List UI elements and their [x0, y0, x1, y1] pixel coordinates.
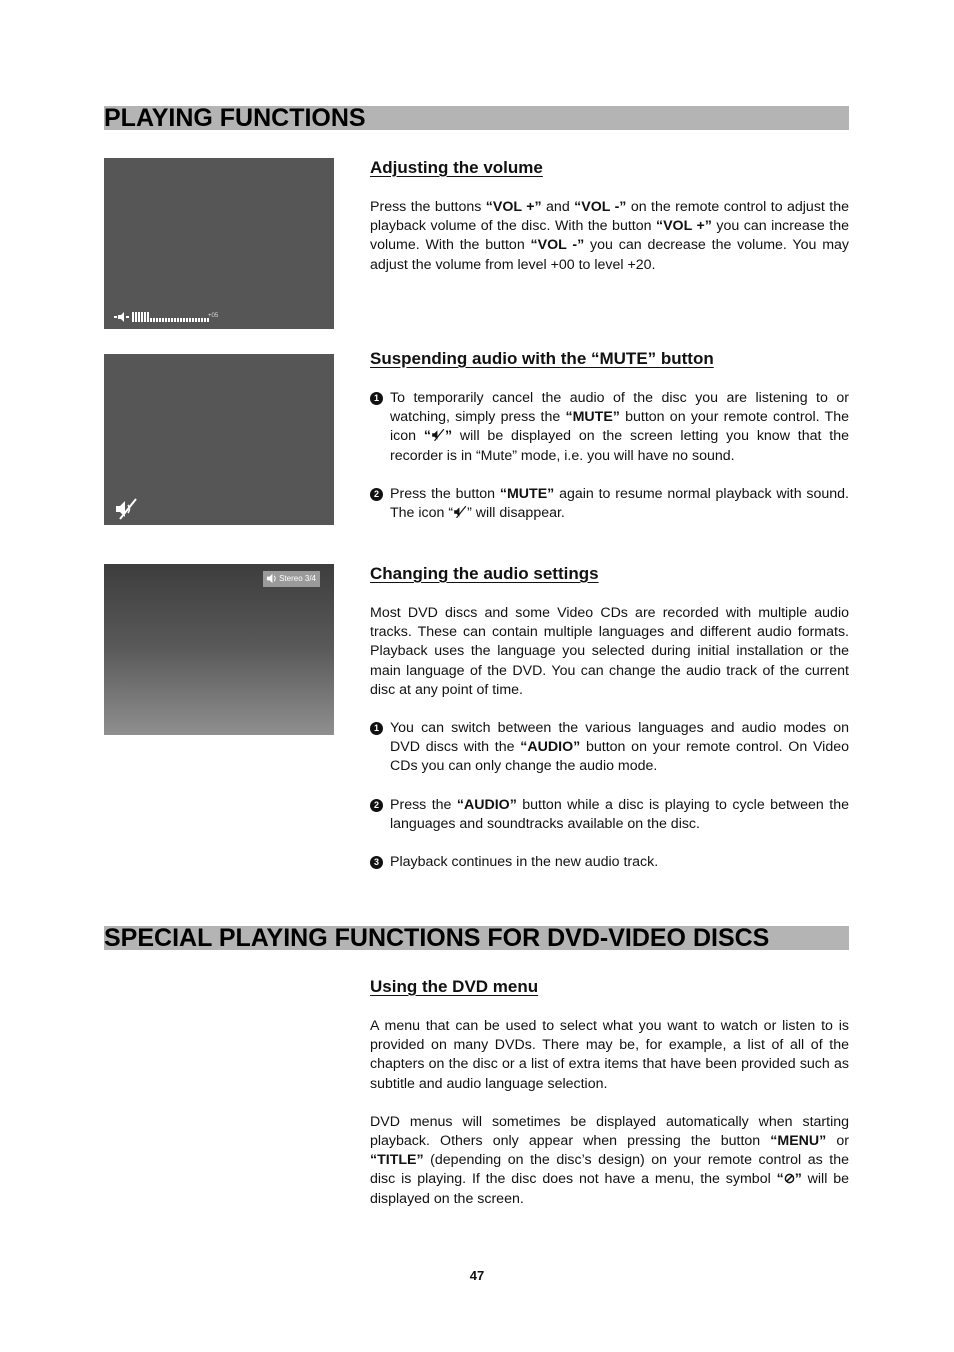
volume-level-bar [132, 312, 209, 322]
volume-section [370, 158, 849, 275]
mute-icon [453, 506, 467, 518]
speaker-icon [266, 573, 277, 584]
section-title: SPECIAL PLAYING FUNCTIONS FOR DVD-VIDEO DISCS [104, 924, 770, 952]
volume-osd-screenshot [104, 158, 334, 329]
section-title: PLAYING FUNCTIONS [104, 104, 366, 132]
audio-section [370, 564, 849, 872]
audio-osd-label: Stereo 3/4 [279, 574, 316, 583]
audio-step-3-text: Playback continues in the new audio track. [390, 854, 659, 871]
audio-step-1: 1 You can switch between the various languages and audio modes on DVD discs with the “AUDIO” button on your remote control. On Video CDs you can only change the audio mode. [370, 719, 849, 777]
audio-step-2: 2 Press the “AUDIO” button while a disc is playing to cycle between the languages and soundtracks available on the disc. [370, 796, 849, 834]
mute-osd-screenshot [104, 354, 334, 525]
mute-heading: Suspending audio with the “MUTE” button [370, 349, 714, 368]
page-number: 47 [469, 1268, 485, 1283]
dvd-menu-heading: Using the DVD menu [370, 977, 539, 996]
mute-step-2: 2 Press the button “MUTE” again to resume normal playback with sound. The icon “ ” will disappear. [370, 485, 849, 523]
volume-paragraph: Press the buttons “VOL +” and “VOL -” on the remote control to adjust the playback volume of the disc. With the button “VOL +” you can increase the volume. With the button “VOL -” you can decrease the volume. You may adjust the volume from level +00 to level +20. [370, 199, 850, 273]
audio-intro: Most DVD discs and some Video CDs are recorded with multiple audio tracks. These can contain multiple languages and different audio formats. Playback uses the language you selected during initial installation or the main language of the DVD. You can change the audio track of the current disc at any point of time. [370, 605, 849, 698]
volume-heading: Adjusting the volume [370, 158, 543, 177]
mute-section [370, 349, 849, 523]
audio-step-3: 3 Playback continues in the new audio track. [370, 853, 849, 872]
dvd-menu-paragraph-2: DVD menus will sometimes be displayed automatically when starting playback. Others only appear when pressing the button “MENU” or “TITLE” (depending on the disc’s design) on your remote control as the disc is playing. If the disc does not have a menu, the symbol “ ” will be displayed on the screen. [370, 1113, 849, 1207]
audio-osd-screenshot [104, 564, 334, 735]
section-band-playing-functions [104, 106, 849, 130]
mute-icon [114, 497, 138, 521]
mute-step-1: 1 To temporarily cancel the audio of the disc you are listening to or watching, simply press the “MUTE” button on your remote control. The icon “ ” will be displayed on the screen letting you know that the recorder is in “Mute” mode, i.e. you will have no sound. [370, 389, 849, 466]
mute-icon [431, 429, 445, 441]
section-band-special-functions [104, 926, 849, 950]
audio-osd-tag [263, 571, 320, 587]
speaker-icon [113, 311, 131, 323]
volume-osd-value: +05 [208, 313, 219, 319]
prohibited-icon [784, 1173, 795, 1184]
audio-heading: Changing the audio settings [370, 564, 599, 583]
dvd-menu-section [370, 977, 849, 1209]
dvd-menu-paragraph-1: A menu that can be used to select what you want to watch or listen to is provided on many DVDs. There may be, for example, a list of all of the chapters on the disc or a list of extra items that have been provided such as subtitle and audio language selection. [370, 1018, 849, 1092]
